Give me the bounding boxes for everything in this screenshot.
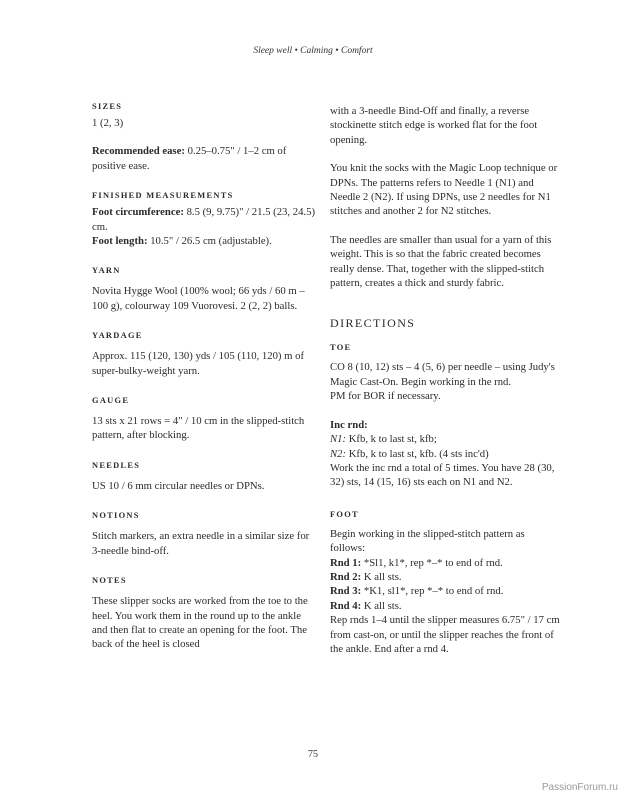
notions-text: Stitch markers, an extra needle in a similar size for 3-needle bind-off. bbox=[92, 530, 310, 557]
inc-n1-text: Kfb, k to last st, kfb; bbox=[346, 433, 437, 446]
gauge-heading: GAUGE bbox=[92, 396, 130, 406]
ease-label: Recommended ease: bbox=[92, 145, 185, 158]
rnd-4-text: K all sts. bbox=[361, 599, 402, 612]
needles-smaller-paragraph: The needles are smaller than usual for a yarn of this weight. This is so that the fabric created becomes really dense. That, together with the slipped-stitch pattern, creates a thick and sturdy fabric. bbox=[330, 233, 552, 290]
rnd-3-text: *K1, sl1*, rep *–* to end of rnd. bbox=[361, 585, 504, 598]
yardage-section bbox=[92, 331, 318, 378]
notes-continued: with a 3-needle Bind-Off and finally, a reverse stockinette stitch edge is worked flat for the foot opening. bbox=[330, 105, 538, 146]
ease-text: 0.25–0.75" / 1–2 cm of positive ease. bbox=[92, 145, 287, 172]
toe-text: CO 8 (10, 12) sts – 4 (5, 6) per needle – using Judy's Magic Cast-On. Begin working in the rnd. bbox=[330, 361, 555, 388]
rnd-2-label: Rnd 2: bbox=[330, 570, 362, 583]
rnd-2-text: K all sts. bbox=[361, 570, 402, 583]
needles-text: US 10 / 6 mm circular needles or DPNs. bbox=[92, 479, 265, 492]
notes-text: These slipper socks are worked from the toe to the heel. You work them in the round up to the ankle and then flat to create an opening for the foot. The back of the heel is closed bbox=[92, 595, 308, 651]
foot-heading: FOOT bbox=[330, 509, 359, 519]
rnd-1 bbox=[330, 556, 562, 570]
yardage-text: Approx. 115 (120, 130) yds / 105 (110, 120) m of super-bulky-weight yarn. bbox=[92, 350, 305, 377]
yardage-heading: YARDAGE bbox=[92, 331, 143, 341]
watermark: PassionForum.ru bbox=[541, 782, 618, 793]
yarn-text: Novita Hygge Wool (100% wool; 66 yds / 60 m – 100 g), colourway 109 Vuorovesi. 2 (2, 2) balls. bbox=[92, 285, 305, 312]
needles-section bbox=[92, 461, 318, 493]
directions-heading: DIRECTIONS bbox=[330, 316, 416, 331]
notes-section bbox=[92, 576, 318, 652]
gauge-section bbox=[92, 396, 318, 443]
magic-loop-paragraph: You knit the socks with the Magic Loop technique or DPNs. The patterns refers to Needle 1 (N1) and Needle 2 (N2). If using DPNs, use 2 needles for N1 stitches and another 2 for N2 stitches. bbox=[330, 162, 558, 218]
notions-section bbox=[92, 511, 318, 558]
recommended-ease bbox=[92, 144, 318, 173]
rnd-1-text: *Sl1, k1*, rep *–* to end of rnd. bbox=[361, 556, 503, 569]
foot-intro: Begin working in the slipped-stitch pattern as follows: bbox=[330, 527, 525, 555]
right-column bbox=[330, 104, 562, 656]
needles-heading: NEEDLES bbox=[92, 460, 141, 470]
foot-circumference-text: 8.5 (9, 9.75)" / 21.5 (23, 24.5) cm. bbox=[92, 206, 316, 233]
foot-length bbox=[92, 234, 318, 248]
inc-n1 bbox=[330, 432, 562, 446]
rnd-4 bbox=[330, 599, 562, 613]
sizes-value: 1 (2, 3) bbox=[92, 117, 124, 129]
inc-n2-label: N2: bbox=[330, 447, 347, 460]
toe-heading: TOE bbox=[330, 343, 352, 353]
rnd-1-label: Rnd 1: bbox=[330, 556, 362, 569]
inc-n2 bbox=[330, 447, 562, 461]
rnd-2 bbox=[330, 570, 562, 584]
inc-rnd-heading bbox=[330, 418, 562, 432]
rnd-3-label: Rnd 3: bbox=[330, 585, 362, 598]
page-number: 75 bbox=[308, 749, 318, 760]
sizes-heading: SIZES bbox=[92, 102, 123, 111]
yarn-section bbox=[92, 266, 318, 313]
foot-length-label: Foot length: bbox=[92, 235, 148, 248]
notes-heading: NOTES bbox=[92, 576, 127, 586]
inc-n2-text: Kfb, k to last st, kfb. (4 sts inc'd) bbox=[346, 447, 489, 460]
sizes-section bbox=[92, 102, 318, 173]
repeat-text: Rep rnds 1–4 until the slipper measures 6.75" / 17 cm from cast-on, or until the slipper reaches the front of the ankle. End after a rnd 4. bbox=[330, 614, 560, 655]
rnd-3 bbox=[330, 584, 562, 598]
rnd-4-label: Rnd 4: bbox=[330, 599, 362, 612]
left-column bbox=[92, 102, 318, 670]
finished-measurements-section bbox=[92, 191, 318, 248]
finished-measurements-heading: FINISHED MEASUREMENTS bbox=[92, 191, 234, 201]
inc-work: Work the inc rnd a total of 5 times. You have 28 (30, 32) sts, 14 (15, 16) sts each on N1 and N2. bbox=[330, 461, 555, 489]
foot-length-text: 10.5" / 26.5 cm (adjustable). bbox=[147, 235, 272, 248]
notions-heading: NOTIONS bbox=[92, 511, 140, 521]
yarn-heading: YARN bbox=[92, 266, 121, 276]
running-header: Sleep well • Calming • Comfort bbox=[253, 46, 373, 56]
gauge-text: 13 sts x 21 rows = 4" / 10 cm in the slipped-stitch pattern, after blocking. bbox=[92, 415, 305, 442]
foot-circumference bbox=[92, 205, 318, 234]
foot-circumference-label: Foot circumference: bbox=[92, 206, 184, 219]
inc-n1-label: N1: bbox=[330, 433, 347, 446]
toe-pm: PM for BOR if necessary. bbox=[330, 390, 441, 403]
inc-rnd-label: Inc rnd: bbox=[330, 418, 368, 431]
